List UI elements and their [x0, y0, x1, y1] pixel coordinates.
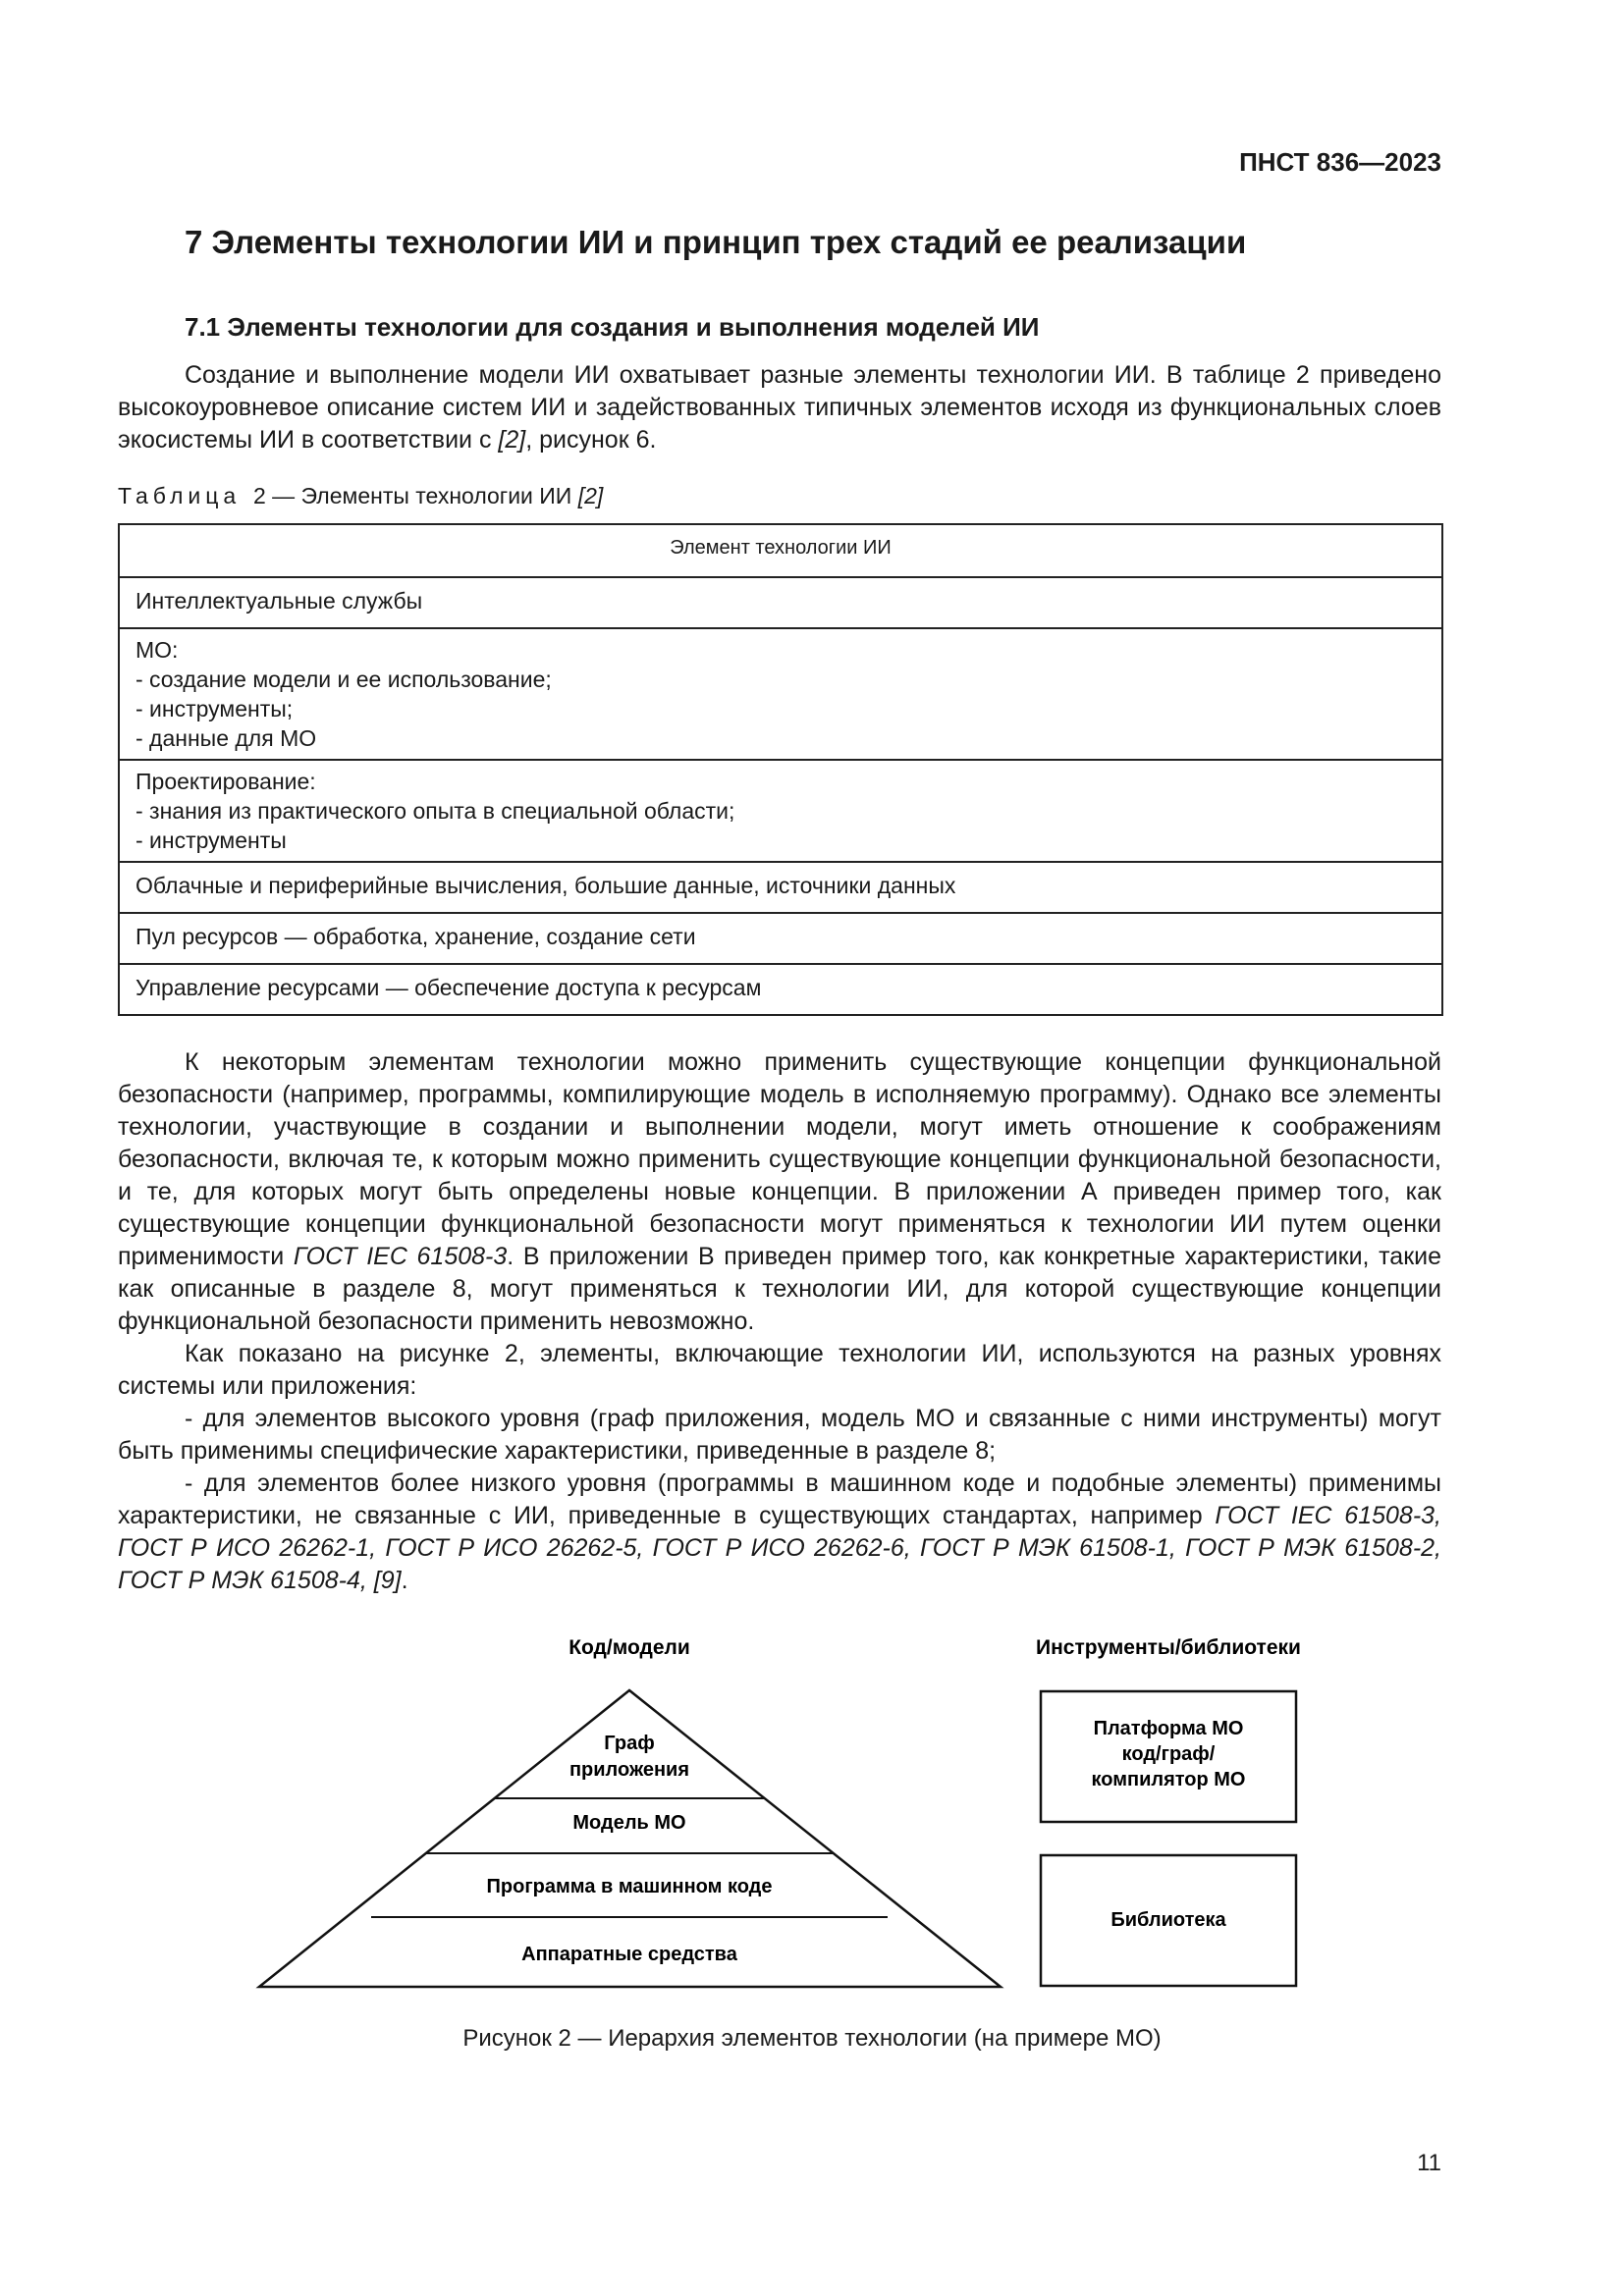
table-cell: Облачные и периферийные вычисления, большие данные, источники данных — [119, 862, 1442, 913]
section-title: 7 Элементы технологии ИИ и принцип трех стадий ее реализации — [185, 224, 1247, 260]
list-item: - для элементов более низкого уровня (программы в машинном коде и подобные элементы) применимы характеристики, не связанные с ИИ, приведенные в существующих стандартах, например ГОСТ IEC 61508-3, ГОСТ Р ИСО 26262-1, ГОСТ Р ИСО 26262-5, ГОСТ Р ИСО 26262-6, ГОСТ Р МЭК 61508-1, ГОСТ Р МЭК 61508-2, ГОСТ Р МЭК 61508-4, [9]. — [118, 1469, 1441, 1594]
table-row — [119, 760, 1442, 862]
table-row — [119, 913, 1442, 964]
body-paragraph: К некоторым элементам технологии можно применить существующие концепции функциональной безопасности (например, программы, компилирующие модель в исполняемую программу). Однако все элементы технологии, участвующие в создании и выполнении модели, могут иметь отношение к соображениям безопасности, включая те, к которым можно применить существующие концепции функциональной безопасности, и те, для которых могут быть определены новые концепции. В приложении А приведен пример того, как существующие концепции функциональной безопасности могут применяться к технологии ИИ путем оценки применимости ГОСТ IEC 61508-3. В приложении В приведен пример того, как конкретные характеристики, такие как описанные в разделе 8, могут применяться к технологии ИИ, для которой существующие концепции функциональной безопасности применить невозможно. — [118, 1048, 1441, 1335]
table-header-cell: Элемент технологии ИИ — [119, 524, 1442, 577]
table-row — [119, 964, 1442, 1015]
tool-box-ml-platform-label: Платформа МО — [1093, 1718, 1244, 1739]
tech-elements-table — [118, 523, 1443, 1016]
table-cell: Проектирование: - знания из практического опыта в специальной области; - инструменты — [119, 760, 1442, 862]
tool-box-ml-platform-label: компилятор МО — [1091, 1769, 1246, 1790]
tool-box-ml-platform-label: код/граф/ — [1121, 1743, 1216, 1765]
reference: [2] — [498, 426, 526, 454]
tools-libraries-heading: Инструменты/библиотеки — [1036, 1636, 1301, 1659]
tool-box-library-label: Библиотека — [1110, 1909, 1226, 1931]
table-cell: Интеллектуальные службы — [119, 577, 1442, 628]
subsection-title: 7.1 Элементы технологии для создания и выполнения моделей ИИ — [185, 312, 1040, 342]
pyramid-level-app-graph: приложения — [568, 1759, 690, 1781]
document-code: ПНСТ 836—2023 — [1239, 147, 1441, 177]
list-item: - для элементов высокого уровня (граф приложения, модель МО и связанные с ними инструменты) могут быть применимы специфические характеристики, приведенные в разделе 8; — [118, 1405, 1441, 1465]
table-row — [119, 577, 1442, 628]
table-row — [119, 628, 1442, 760]
table-cell: Управление ресурсами — обеспечение доступа к ресурсам — [119, 964, 1442, 1015]
pyramid-level-ml-model: Модель МО — [572, 1812, 686, 1834]
table-cell: Пул ресурсов — обработка, хранение, создание сети — [119, 913, 1442, 964]
pyramid-level-app-graph: Граф — [604, 1733, 655, 1754]
table-row — [119, 862, 1442, 913]
technology-hierarchy-figure — [0, 1610, 1624, 2061]
code-models-heading: Код/модели — [568, 1636, 690, 1659]
reference: ГОСТ IEC 61508-3 — [293, 1243, 508, 1270]
pyramid-level-machine-code: Программа в машинном коде — [486, 1876, 773, 1897]
intro-paragraph: Создание и выполнение модели ИИ охватывает разные элементы технологии ИИ. В таблице 2 приведено высокоуровневое описание систем ИИ и задействованных типичных элементов исходя из функциональных слоев экосистемы ИИ в соответствии с [2], рисунок 6. — [118, 361, 1441, 454]
table-caption: Таблица 2 — Элементы технологии ИИ [2] — [118, 483, 604, 508]
reference-list: ГОСТ IEC 61508-3, ГОСТ Р ИСО 26262-1, ГОСТ Р ИСО 26262-5, ГОСТ Р ИСО 26262-6, ГОСТ Р МЭК 61508-1, ГОСТ Р МЭК 61508-2, ГОСТ Р МЭК 61508-4, [9] — [118, 1502, 1441, 1594]
table-cell: МО: - создание модели и ее использование; - инструменты; - данные для МО — [119, 628, 1442, 760]
pyramid-level-hardware: Аппаратные средства — [521, 1944, 737, 1965]
body-paragraph: Как показано на рисунке 2, элементы, включающие технологии ИИ, используются на разных уровнях системы или приложения: — [118, 1340, 1441, 1400]
page-number: 11 — [1417, 2150, 1441, 2176]
figure-caption: Рисунок 2 — Иерархия элементов технологии (на примере МО) — [462, 2025, 1162, 2052]
